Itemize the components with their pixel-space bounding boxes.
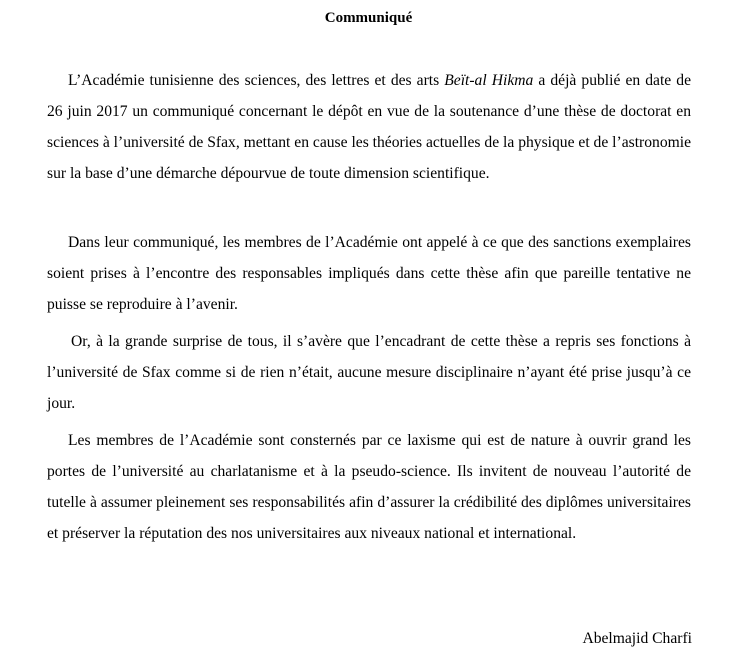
paragraph-1-rest: a déjà publié en date de 26 juin 2017 un communiqué concernant le dépôt en vue de la soutenance d’une thèse de doctorat en sciences à l’université de Sfax, mettant en cause les théories actuelles de la physique et de l’astronomie sur la base d’une démarche dépourvue de toute dimension scientifique. (47, 72, 691, 182)
paragraph-1-lead: L’Académie tunisienne des sciences, des lettres et des arts (68, 72, 445, 89)
paragraph-2: Dans leur communiqué, les membres de l’Académie ont appelé à ce que des sanctions exemplaires soient prises à l’encontre des responsables impliqués dans cette thèse afin que pareille tentative ne puisse se reproduire à l’avenir. (47, 234, 691, 313)
paragraph-1 (47, 65, 691, 189)
institution-name: Beït-al Hikma (444, 72, 534, 89)
document-title: Communiqué (324, 10, 413, 26)
signature: Abelmajid Charfi (582, 630, 692, 647)
paragraph-3: Or, à la grande surprise de tous, il s’avère que l’encadrant de cette thèse a repris ses fonctions à l’université de Sfax comme si de rien n’était, aucune mesure disciplinaire n’ayant été prise jusqu’à ce jour. (47, 333, 691, 412)
paragraph-4: Les membres de l’Académie sont consternés par ce laxisme qui est de nature à ouvrir grand les portes de l’université au charlatanisme et à la pseudo-science. Ils invitent de nouveau l’autorité de tutelle à assumer pleinement ses responsabilités afin d’assurer la crédibilité des diplômes universitaires et préserver la réputation des nos universitaires aux niveaux national et international. (47, 432, 691, 542)
